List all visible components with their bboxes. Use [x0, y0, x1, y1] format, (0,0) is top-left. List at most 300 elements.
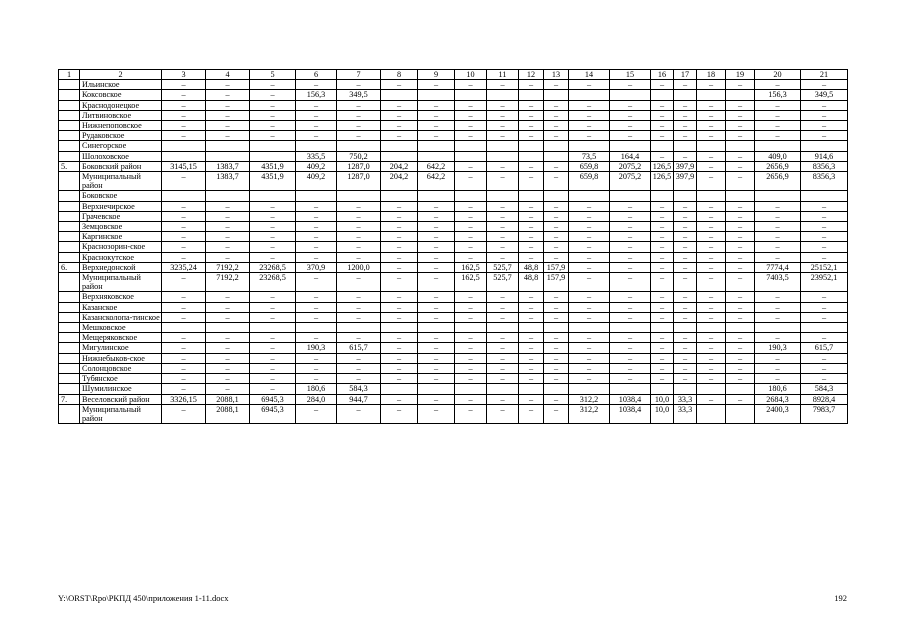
value-cell: –: [610, 242, 651, 252]
value-cell: –: [381, 110, 418, 120]
value-cell: –: [610, 252, 651, 262]
value-cell: –: [569, 121, 610, 131]
value-cell: –: [250, 302, 296, 312]
value-cell: –: [544, 201, 569, 211]
value-cell: –: [544, 211, 569, 221]
value-cell: –: [697, 211, 726, 221]
value-cell: –: [801, 252, 848, 262]
row-name-cell: Синегорское: [80, 141, 162, 151]
value-cell: –: [544, 131, 569, 141]
value-cell: [206, 151, 250, 161]
value-cell: 2075,2: [610, 161, 651, 171]
value-cell: –: [755, 242, 801, 252]
row-name-cell: Боковский район: [80, 161, 162, 171]
value-cell: –: [337, 211, 381, 221]
value-cell: –: [381, 131, 418, 141]
value-cell: –: [519, 292, 544, 302]
table-row: [59, 90, 848, 100]
value-cell: [755, 323, 801, 333]
value-cell: 8356,3: [801, 161, 848, 171]
row-number-cell: [59, 242, 80, 252]
value-cell: [418, 323, 455, 333]
table-row: [59, 384, 848, 394]
header-cell: 6: [296, 70, 337, 80]
value-cell: –: [250, 292, 296, 302]
value-cell: 48,8: [519, 262, 544, 272]
value-cell: –: [162, 80, 206, 90]
value-cell: 23952,1: [801, 273, 848, 292]
value-cell: –: [296, 80, 337, 90]
row-number-cell: [59, 151, 80, 161]
table-row: [59, 161, 848, 171]
table-row: [59, 211, 848, 221]
value-cell: –: [674, 121, 697, 131]
value-cell: 349,5: [337, 90, 381, 100]
value-cell: –: [381, 273, 418, 292]
value-cell: –: [544, 302, 569, 312]
value-cell: [651, 384, 674, 394]
value-cell: –: [569, 80, 610, 90]
value-cell: –: [487, 110, 519, 120]
value-cell: 73,5: [569, 151, 610, 161]
value-cell: –: [726, 374, 755, 384]
value-cell: –: [455, 404, 487, 423]
value-cell: –: [337, 232, 381, 242]
value-cell: –: [519, 222, 544, 232]
value-cell: [651, 141, 674, 151]
value-cell: –: [755, 252, 801, 262]
value-cell: –: [726, 232, 755, 242]
value-cell: –: [206, 211, 250, 221]
row-number-cell: [59, 80, 80, 90]
value-cell: –: [674, 273, 697, 292]
value-cell: –: [726, 151, 755, 161]
value-cell: –: [569, 110, 610, 120]
value-cell: –: [296, 374, 337, 384]
value-cell: [519, 151, 544, 161]
value-cell: 157,9: [544, 273, 569, 292]
value-cell: 642,2: [418, 172, 455, 191]
value-cell: –: [674, 343, 697, 353]
value-cell: –: [610, 273, 651, 292]
value-cell: –: [296, 222, 337, 232]
value-cell: –: [610, 232, 651, 242]
value-cell: –: [801, 312, 848, 322]
value-cell: –: [296, 131, 337, 141]
table-row: [59, 394, 848, 404]
row-name-cell: Муниципальный район: [80, 404, 162, 423]
value-cell: –: [337, 404, 381, 423]
value-cell: –: [519, 80, 544, 90]
value-cell: –: [487, 172, 519, 191]
value-cell: –: [162, 333, 206, 343]
row-number-cell: [59, 232, 80, 242]
value-cell: –: [697, 302, 726, 312]
value-cell: –: [296, 363, 337, 373]
row-number-cell: [59, 343, 80, 353]
value-cell: 190,3: [755, 343, 801, 353]
value-cell: –: [519, 211, 544, 221]
value-cell: –: [296, 353, 337, 363]
value-cell: –: [519, 110, 544, 120]
value-cell: –: [206, 80, 250, 90]
value-cell: –: [755, 121, 801, 131]
value-cell: –: [544, 121, 569, 131]
value-cell: –: [610, 201, 651, 211]
value-cell: 370,9: [296, 262, 337, 272]
value-cell: [337, 191, 381, 201]
value-cell: –: [337, 363, 381, 373]
value-cell: –: [418, 222, 455, 232]
value-cell: –: [455, 333, 487, 343]
table-body: [59, 80, 848, 424]
value-cell: –: [206, 374, 250, 384]
value-cell: –: [801, 353, 848, 363]
value-cell: [487, 141, 519, 151]
value-cell: –: [651, 80, 674, 90]
value-cell: –: [162, 374, 206, 384]
value-cell: –: [569, 232, 610, 242]
table-row: [59, 172, 848, 191]
value-cell: –: [519, 343, 544, 353]
value-cell: –: [418, 292, 455, 302]
value-cell: 33,3: [674, 394, 697, 404]
value-cell: –: [544, 312, 569, 322]
value-cell: [418, 191, 455, 201]
value-cell: –: [381, 201, 418, 211]
value-cell: 914,6: [801, 151, 848, 161]
value-cell: –: [801, 110, 848, 120]
value-cell: –: [337, 100, 381, 110]
value-cell: 8356,3: [801, 172, 848, 191]
value-cell: –: [296, 333, 337, 343]
row-number-cell: [59, 90, 80, 100]
header-cell: 16: [651, 70, 674, 80]
value-cell: –: [755, 363, 801, 373]
value-cell: –: [755, 201, 801, 211]
value-cell: –: [651, 201, 674, 211]
value-cell: –: [337, 273, 381, 292]
value-cell: –: [697, 363, 726, 373]
header-cell: 10: [455, 70, 487, 80]
value-cell: –: [697, 394, 726, 404]
table-row: [59, 201, 848, 211]
value-cell: [519, 323, 544, 333]
value-cell: 204,2: [381, 161, 418, 171]
row-name-cell: Мещеряковское: [80, 333, 162, 343]
value-cell: –: [381, 302, 418, 312]
value-cell: –: [726, 273, 755, 292]
value-cell: 157,9: [544, 262, 569, 272]
value-cell: 126,5: [651, 172, 674, 191]
value-cell: –: [610, 374, 651, 384]
value-cell: 335,5: [296, 151, 337, 161]
value-cell: 1038,4: [610, 394, 651, 404]
value-cell: –: [651, 353, 674, 363]
value-cell: –: [162, 232, 206, 242]
row-number-cell: [59, 384, 80, 394]
row-name-cell: Муниципальный район: [80, 172, 162, 191]
value-cell: –: [418, 394, 455, 404]
value-cell: –: [697, 151, 726, 161]
value-cell: –: [337, 312, 381, 322]
value-cell: 3326,15: [162, 394, 206, 404]
value-cell: –: [801, 222, 848, 232]
value-cell: –: [544, 110, 569, 120]
table-row: [59, 80, 848, 90]
value-cell: –: [162, 384, 206, 394]
value-cell: –: [569, 312, 610, 322]
value-cell: –: [519, 353, 544, 363]
row-name-cell: Мешковское: [80, 323, 162, 333]
value-cell: –: [206, 121, 250, 131]
value-cell: 7774,4: [755, 262, 801, 272]
header-cell: 15: [610, 70, 651, 80]
value-cell: –: [418, 312, 455, 322]
row-number-cell: 5.: [59, 161, 80, 171]
value-cell: –: [519, 131, 544, 141]
value-cell: [381, 384, 418, 394]
value-cell: –: [519, 201, 544, 211]
row-name-cell: Краснодонецкое: [80, 100, 162, 110]
table-row: [59, 363, 848, 373]
value-cell: –: [610, 121, 651, 131]
value-cell: –: [610, 262, 651, 272]
value-cell: –: [726, 172, 755, 191]
header-cell: 19: [726, 70, 755, 80]
value-cell: –: [455, 80, 487, 90]
value-cell: –: [519, 100, 544, 110]
value-cell: –: [726, 121, 755, 131]
header-cell: 5: [250, 70, 296, 80]
value-cell: [755, 141, 801, 151]
value-cell: [697, 90, 726, 100]
row-number-cell: [59, 191, 80, 201]
value-cell: –: [519, 363, 544, 373]
value-cell: –: [487, 100, 519, 110]
header-cell: 20: [755, 70, 801, 80]
value-cell: –: [544, 333, 569, 343]
value-cell: [519, 90, 544, 100]
value-cell: –: [381, 312, 418, 322]
value-cell: –: [296, 100, 337, 110]
value-cell: –: [206, 312, 250, 322]
value-cell: –: [206, 201, 250, 211]
value-cell: –: [726, 131, 755, 141]
table-row: [59, 191, 848, 201]
header-cell: 4: [206, 70, 250, 80]
value-cell: –: [250, 90, 296, 100]
value-cell: –: [455, 252, 487, 262]
value-cell: 162,5: [455, 273, 487, 292]
value-cell: 1287,0: [337, 172, 381, 191]
value-cell: –: [455, 222, 487, 232]
value-cell: –: [455, 232, 487, 242]
value-cell: –: [651, 211, 674, 221]
value-cell: [674, 141, 697, 151]
value-cell: –: [418, 242, 455, 252]
value-cell: –: [610, 333, 651, 343]
value-cell: –: [206, 292, 250, 302]
value-cell: –: [487, 80, 519, 90]
header-cell: 17: [674, 70, 697, 80]
value-cell: –: [651, 110, 674, 120]
value-cell: –: [206, 242, 250, 252]
value-cell: –: [755, 333, 801, 343]
row-number-cell: [59, 312, 80, 322]
value-cell: 180,6: [296, 384, 337, 394]
value-cell: –: [381, 404, 418, 423]
row-number-cell: [59, 131, 80, 141]
value-cell: –: [296, 292, 337, 302]
value-cell: –: [610, 100, 651, 110]
row-number-cell: [59, 141, 80, 151]
value-cell: –: [519, 172, 544, 191]
value-cell: –: [544, 353, 569, 363]
value-cell: –: [544, 222, 569, 232]
value-cell: –: [651, 363, 674, 373]
table-row: [59, 151, 848, 161]
value-cell: –: [455, 292, 487, 302]
value-cell: 659,8: [569, 172, 610, 191]
header-cell: 9: [418, 70, 455, 80]
value-cell: 3145,15: [162, 161, 206, 171]
value-cell: –: [544, 242, 569, 252]
value-cell: –: [296, 110, 337, 120]
row-number-cell: [59, 363, 80, 373]
value-cell: –: [801, 292, 848, 302]
value-cell: [206, 323, 250, 333]
value-cell: –: [250, 80, 296, 90]
value-cell: –: [569, 252, 610, 262]
value-cell: –: [519, 302, 544, 312]
value-cell: –: [519, 252, 544, 262]
value-cell: –: [250, 110, 296, 120]
value-cell: [162, 323, 206, 333]
value-cell: –: [569, 262, 610, 272]
value-cell: 3235,24: [162, 262, 206, 272]
value-cell: –: [544, 363, 569, 373]
value-cell: –: [801, 80, 848, 90]
value-cell: –: [487, 201, 519, 211]
value-cell: 312,2: [569, 404, 610, 423]
value-cell: 48,8: [519, 273, 544, 292]
value-cell: –: [418, 131, 455, 141]
value-cell: –: [544, 394, 569, 404]
value-cell: –: [544, 232, 569, 242]
value-cell: 409,2: [296, 161, 337, 171]
footer-file-path: Y:\ORST\Rpo\РКПД 450\приложения 1-11.docx: [58, 593, 229, 603]
value-cell: 750,2: [337, 151, 381, 161]
value-cell: –: [674, 100, 697, 110]
value-cell: –: [755, 232, 801, 242]
value-cell: 4351,9: [250, 172, 296, 191]
data-table: [58, 69, 848, 424]
table-row: [59, 333, 848, 343]
value-cell: –: [487, 161, 519, 171]
value-cell: –: [726, 80, 755, 90]
value-cell: [455, 90, 487, 100]
value-cell: –: [337, 333, 381, 343]
value-cell: –: [381, 222, 418, 232]
value-cell: –: [651, 100, 674, 110]
row-number-cell: [59, 333, 80, 343]
value-cell: –: [755, 312, 801, 322]
value-cell: –: [569, 343, 610, 353]
value-cell: –: [801, 201, 848, 211]
row-number-cell: [59, 222, 80, 232]
value-cell: –: [674, 80, 697, 90]
value-cell: 8928,4: [801, 394, 848, 404]
value-cell: 1383,7: [206, 161, 250, 171]
value-cell: [455, 384, 487, 394]
value-cell: –: [801, 232, 848, 242]
value-cell: –: [455, 121, 487, 131]
value-cell: –: [674, 374, 697, 384]
value-cell: –: [162, 242, 206, 252]
value-cell: 312,2: [569, 394, 610, 404]
header-cell: 3: [162, 70, 206, 80]
value-cell: –: [674, 312, 697, 322]
value-cell: 2684,3: [755, 394, 801, 404]
value-cell: –: [296, 201, 337, 211]
value-cell: [337, 141, 381, 151]
header-cell: 14: [569, 70, 610, 80]
table-row: [59, 242, 848, 252]
value-cell: 944,7: [337, 394, 381, 404]
value-cell: –: [162, 222, 206, 232]
value-cell: [418, 384, 455, 394]
value-cell: –: [801, 100, 848, 110]
value-cell: –: [674, 151, 697, 161]
value-cell: –: [337, 292, 381, 302]
value-cell: –: [726, 211, 755, 221]
value-cell: –: [487, 252, 519, 262]
value-cell: [569, 323, 610, 333]
value-cell: [519, 141, 544, 151]
value-cell: 6945,3: [250, 404, 296, 423]
value-cell: –: [610, 343, 651, 353]
value-cell: [651, 323, 674, 333]
value-cell: –: [206, 302, 250, 312]
value-cell: 10,0: [651, 394, 674, 404]
value-cell: –: [418, 273, 455, 292]
value-cell: –: [381, 353, 418, 363]
value-cell: –: [651, 333, 674, 343]
row-name-cell: Муниципальный район: [80, 273, 162, 292]
value-cell: –: [296, 312, 337, 322]
value-cell: –: [755, 100, 801, 110]
value-cell: –: [697, 131, 726, 141]
value-cell: –: [519, 121, 544, 131]
value-cell: –: [610, 363, 651, 373]
header-cell: 2: [80, 70, 162, 80]
value-cell: [381, 90, 418, 100]
value-cell: –: [455, 302, 487, 312]
value-cell: –: [544, 343, 569, 353]
header-cell: 8: [381, 70, 418, 80]
value-cell: –: [726, 353, 755, 363]
table-row: [59, 353, 848, 363]
value-cell: –: [651, 252, 674, 262]
row-name-cell: Солонцовское: [80, 363, 162, 373]
value-cell: [544, 323, 569, 333]
row-number-cell: [59, 353, 80, 363]
value-cell: 1383,7: [206, 172, 250, 191]
value-cell: [697, 404, 726, 423]
value-cell: –: [544, 161, 569, 171]
value-cell: –: [697, 222, 726, 232]
